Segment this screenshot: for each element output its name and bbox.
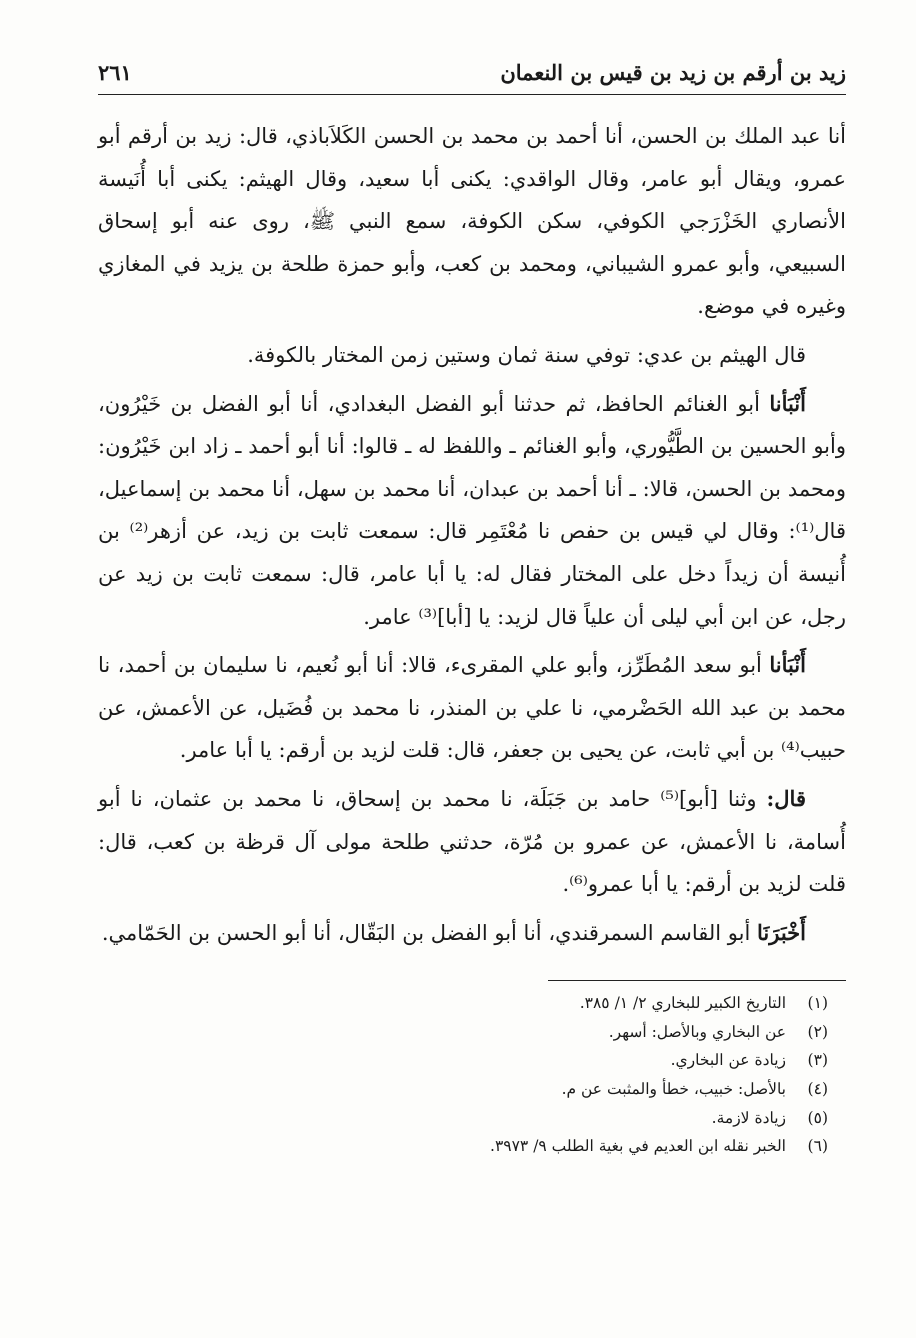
footnote-divider — [548, 980, 846, 981]
running-head — [98, 60, 846, 95]
paragraph-lead: أَخْبَرَنَا — [757, 919, 806, 945]
footnote-number: (٤) — [807, 1080, 828, 1099]
paragraph-lead: أَنْبَأنا — [769, 390, 806, 416]
paragraph-text: أبو الغنائم الحافظ، ثم حدثنا أبو الفضل البغدادي، أنا أبو الفضل بن خَيْرُون، وأبو الحسين بن الطَّيُّوري، وأبو الغنائم ـ واللفظ له ـ قالوا: أنا أبو أحمد ـ زاد ابن خَيْرُون: ومحمد بن الحسن، قالا: ـ أنا أحمد بن عبدان، أنا محمد بن سهل، أنا محمد بن إسماعيل، قال⁽¹⁾: وقال لي قيس بن حفص نا مُعْتَمِر قال: سمعت ثابت بن زيد، عن أزهر⁽²⁾ بن أُنيسة أن زيداً دخل على المختار فقال له: يا أبا عامر، قال: سمعت ثابت بن زيد عن رجل، عن ابن أبي ليلى أن علياً قال لزيد: يا [أبا]⁽³⁾ عامر. — [98, 391, 846, 629]
paragraph-text: أنا عبد الملك بن الحسن، أنا أحمد بن محمد بن الحسن الكَلاَباذي، قال: زيد بن أرقم أبو عمرو، ويقال أبو عامر، وقال الواقدي: يكنى أبا سعيد، وقال الهيثم: يكنى أبا أُنَيسة الأنصاري الخَزْرَجي الكوفي، سكن الكوفة، سمع النبي ﷺ، روى عنه أبو إسحاق السبيعي، وأبو عمرو الشيباني، ومحمد بن كعب، وأبو حمزة طلحة بن يزيد في المغازي وغيره في موضع. — [98, 124, 846, 319]
footnote-text: التاريخ الكبير للبخاري ٢/ ١/ ٣٨٥. — [579, 994, 786, 1013]
paragraph-5 — [98, 778, 846, 906]
footnote-text: زيادة عن البخاري. — [670, 1051, 786, 1070]
footnote-5 — [98, 1104, 828, 1133]
footnote-number: (٣) — [807, 1051, 828, 1070]
main-text — [98, 115, 846, 954]
paragraph-2 — [98, 334, 846, 377]
paragraph-1 — [98, 115, 846, 328]
paragraph-text: وثنا [أبو]⁽⁵⁾ حامد بن جَبَلَة، نا محمد بن إسحاق، نا محمد بن عثمان، نا أبو أُسامة، نا الأعمش، عن عمرو بن مُرّة، حدثني طلحة مولى آل قرظة بن كعب، قال: قلت لزيد بن أرقم: يا أبا عمرو⁽⁶⁾. — [98, 786, 846, 897]
footnote-number: (٦) — [807, 1137, 828, 1156]
footnote-1 — [98, 989, 828, 1018]
paragraph-3 — [98, 383, 846, 639]
footnote-number: (١) — [807, 994, 828, 1013]
footnote-6 — [98, 1132, 828, 1161]
page-number: ٢٦١ — [98, 60, 132, 85]
footnote-number: (٢) — [807, 1022, 828, 1041]
paragraph-6 — [98, 912, 846, 955]
running-title: زيد بن أرقم بن زيد بن قيس بن النعمان — [500, 60, 846, 85]
paragraph-lead: قال: — [766, 785, 806, 811]
paragraph-text: أبو سعد المُطَرِّز، وأبو علي المقرىء، قالا: أنا أبو نُعيم، نا سليمان بن أحمد، نا محمد بن عبد الله الحَضْرمي، نا علي بن المنذر، نا محمد بن فُضَيل، عن الأعمش، عن حبيب⁽⁴⁾ بن أبي ثابت، عن يحيى بن جعفر، قال: قلت لزيد بن أرقم: يا أبا عامر. — [98, 653, 846, 763]
footnote-text: عن البخاري وبالأصل: أسهر. — [608, 1022, 786, 1041]
paragraph-lead: أَنْبَأنا — [769, 652, 806, 678]
paragraph-text: أبو القاسم السمرقندي، أنا أبو الفضل بن البَقّال، أنا أبو الحسن بن الحَمّامي. — [101, 920, 758, 945]
footnote-text: زيادة لازمة. — [711, 1108, 786, 1127]
footnote-text: بالأصل: خبيب، خطأ والمثبت عن م. — [561, 1080, 786, 1099]
paragraph-4 — [98, 644, 846, 772]
paragraph-text: قال الهيثم بن عدي: توفي سنة ثمان وستين زمن المختار بالكوفة. — [247, 342, 806, 367]
footnote-3 — [98, 1046, 828, 1075]
footnote-number: (٥) — [807, 1108, 828, 1127]
footnote-4 — [98, 1075, 828, 1104]
footnote-2 — [98, 1018, 828, 1047]
footnote-text: الخبر نقله ابن العديم في بغية الطلب ٩/ ٣٩٧٣. — [490, 1137, 786, 1156]
footnotes — [98, 989, 846, 1161]
